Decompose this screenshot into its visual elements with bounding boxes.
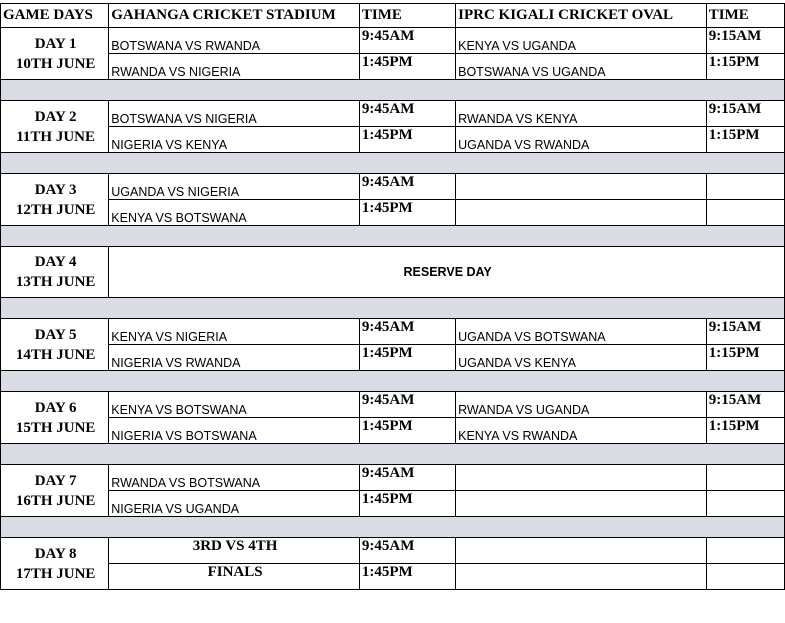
time-iprc: 1:15PM — [706, 345, 784, 371]
day-label-cell — [1, 28, 109, 80]
match-iprc: RWANDA VS KENYA — [456, 101, 707, 127]
match-gahanga: KENYA VS NIGERIA — [109, 319, 360, 345]
separator-row — [1, 226, 785, 247]
match-iprc: BOTSWANA VS UGANDA — [456, 54, 707, 80]
schedule-row — [1, 28, 785, 54]
time-iprc — [706, 491, 784, 517]
schedule-row — [1, 200, 785, 226]
time-iprc: 1:15PM — [706, 418, 784, 444]
time-iprc — [706, 564, 784, 590]
match-gahanga: RWANDA VS BOTSWANA — [109, 465, 360, 491]
time-gahanga: 1:45PM — [359, 200, 455, 226]
match-gahanga: NIGERIA VS RWANDA — [109, 345, 360, 371]
separator-cell — [1, 298, 785, 319]
day-date: 17TH JUNE — [15, 565, 96, 582]
match-gahanga: NIGERIA VS UGANDA — [109, 491, 360, 517]
separator-cell — [1, 226, 785, 247]
day-date: 15TH JUNE — [15, 419, 96, 436]
match-iprc — [456, 200, 707, 226]
schedule-row — [1, 54, 785, 80]
time-gahanga: 9:45AM — [359, 392, 455, 418]
match-gahanga: NIGERIA VS BOTSWANA — [109, 418, 360, 444]
match-iprc — [456, 538, 707, 564]
day-number: DAY 5 — [34, 326, 77, 343]
day-label-cell — [1, 465, 109, 517]
day-date: 11TH JUNE — [16, 128, 96, 145]
match-iprc — [456, 491, 707, 517]
time-iprc — [706, 200, 784, 226]
time-iprc — [706, 538, 784, 564]
schedule-row — [1, 127, 785, 153]
schedule-row — [1, 418, 785, 444]
time-iprc — [706, 465, 784, 491]
time-gahanga: 9:45AM — [359, 538, 455, 564]
day-label-cell — [1, 101, 109, 153]
day-number: DAY 8 — [34, 545, 77, 562]
time-gahanga: 9:45AM — [359, 101, 455, 127]
day-label-cell — [1, 538, 109, 590]
match-iprc: KENYA VS UGANDA — [456, 28, 707, 54]
schedule-row — [1, 392, 785, 418]
time-iprc: 1:15PM — [706, 127, 784, 153]
match-iprc — [456, 174, 707, 200]
time-gahanga: 1:45PM — [359, 491, 455, 517]
schedule-row — [1, 247, 785, 298]
day-number: DAY 3 — [34, 181, 77, 198]
separator-row — [1, 80, 785, 101]
day-number: DAY 2 — [34, 108, 77, 125]
match-iprc: UGANDA VS RWANDA — [456, 127, 707, 153]
match-gahanga: BOTSWANA VS NIGERIA — [109, 101, 360, 127]
match-iprc — [456, 564, 707, 590]
match-gahanga: FINALS — [109, 564, 360, 590]
separator-row — [1, 153, 785, 174]
header-venue-gahanga: GAHANGA CRICKET STADIUM — [109, 4, 360, 28]
separator-cell — [1, 517, 785, 538]
schedule-row — [1, 174, 785, 200]
match-gahanga: 3RD VS 4TH — [109, 538, 360, 564]
match-gahanga: BOTSWANA VS RWANDA — [109, 28, 360, 54]
schedule-row — [1, 491, 785, 517]
time-gahanga: 9:45AM — [359, 28, 455, 54]
header-time-iprc: TIME — [706, 4, 784, 28]
reserve-day-cell: RESERVE DAY — [109, 247, 785, 298]
separator-cell — [1, 371, 785, 392]
schedule-row — [1, 564, 785, 590]
time-iprc: 9:15AM — [706, 101, 784, 127]
day-date: 10TH JUNE — [15, 55, 96, 72]
match-gahanga: UGANDA VS NIGERIA — [109, 174, 360, 200]
match-iprc: UGANDA VS BOTSWANA — [456, 319, 707, 345]
time-gahanga: 9:45AM — [359, 319, 455, 345]
day-number: DAY 7 — [34, 472, 77, 489]
time-gahanga: 1:45PM — [359, 127, 455, 153]
match-gahanga: KENYA VS BOTSWANA — [109, 392, 360, 418]
match-iprc — [456, 465, 707, 491]
match-gahanga: RWANDA VS NIGERIA — [109, 54, 360, 80]
schedule-table — [0, 3, 785, 590]
day-date: 14TH JUNE — [15, 346, 96, 363]
header-venue-iprc: IPRC KIGALI CRICKET OVAL — [456, 4, 707, 28]
schedule-row — [1, 538, 785, 564]
schedule-row — [1, 465, 785, 491]
separator-cell — [1, 153, 785, 174]
separator-cell — [1, 444, 785, 465]
time-iprc: 1:15PM — [706, 54, 784, 80]
time-gahanga: 1:45PM — [359, 418, 455, 444]
match-iprc: RWANDA VS UGANDA — [456, 392, 707, 418]
time-iprc: 9:15AM — [706, 28, 784, 54]
time-gahanga: 1:45PM — [359, 54, 455, 80]
day-number: DAY 4 — [34, 254, 77, 270]
separator-cell — [1, 80, 785, 101]
day-label-cell — [1, 392, 109, 444]
match-gahanga: NIGERIA VS KENYA — [109, 127, 360, 153]
time-iprc: 9:15AM — [706, 392, 784, 418]
match-iprc: KENYA VS RWANDA — [456, 418, 707, 444]
day-number: DAY 6 — [34, 399, 77, 416]
day-label-cell — [1, 174, 109, 226]
separator-row — [1, 298, 785, 319]
separator-row — [1, 371, 785, 392]
match-iprc: UGANDA VS KENYA — [456, 345, 707, 371]
header-game-days: GAME DAYS — [1, 4, 109, 28]
schedule-row — [1, 345, 785, 371]
time-gahanga: 1:45PM — [359, 564, 455, 590]
match-gahanga: KENYA VS BOTSWANA — [109, 200, 360, 226]
day-number: DAY 1 — [34, 35, 77, 52]
day-label-cell — [1, 247, 109, 298]
header-time-gahanga: TIME — [359, 4, 455, 28]
day-date: 13TH JUNE — [15, 274, 96, 290]
time-gahanga: 9:45AM — [359, 174, 455, 200]
schedule-row — [1, 319, 785, 345]
day-date: 16TH JUNE — [15, 492, 96, 509]
day-date: 12TH JUNE — [15, 201, 96, 218]
time-iprc: 9:15AM — [706, 319, 784, 345]
schedule-row — [1, 101, 785, 127]
header-row — [1, 4, 785, 28]
separator-row — [1, 517, 785, 538]
day-label-cell — [1, 319, 109, 371]
time-iprc — [706, 174, 784, 200]
time-gahanga: 1:45PM — [359, 345, 455, 371]
separator-row — [1, 444, 785, 465]
time-gahanga: 9:45AM — [359, 465, 455, 491]
